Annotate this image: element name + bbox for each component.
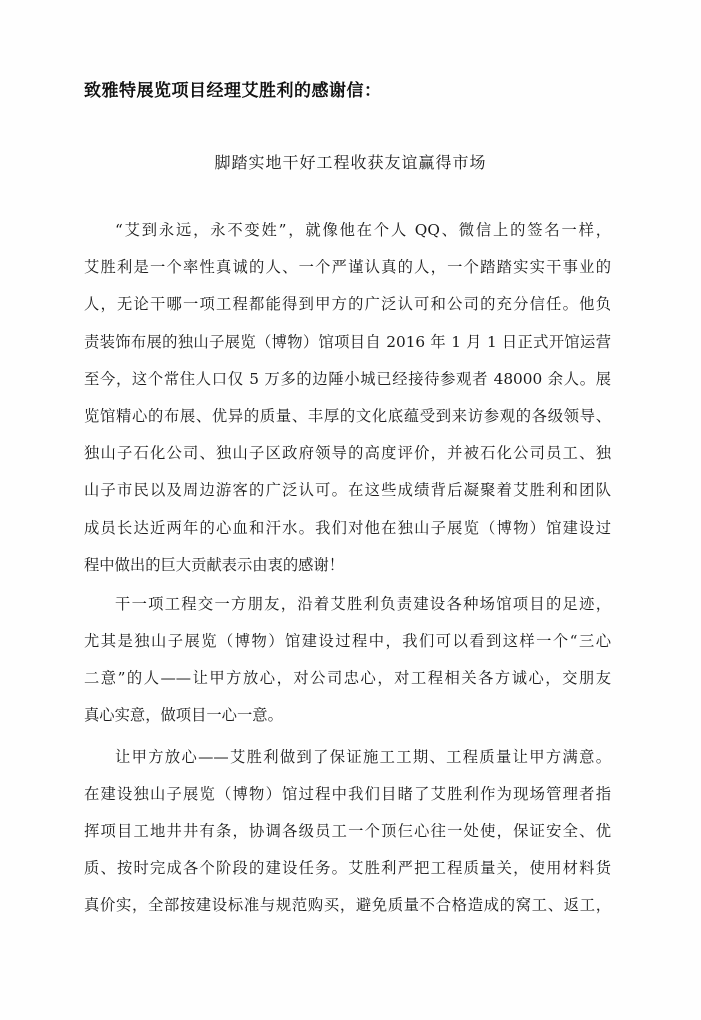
paragraph-line: 真心实意，做项目一心一意。 <box>84 706 283 725</box>
paragraph-line: 程中做出的巨大贡献表示由衷的感谢！ <box>84 555 345 574</box>
paragraph-line: 至今，这个常住人口仅 5 万多的边陲小城已经接待参观者 48000 余人。展 <box>84 369 611 388</box>
paragraph-1 <box>84 212 611 584</box>
letter-subtitle: 脚踏实地干好工程收获友谊赢得市场 <box>214 153 487 172</box>
paragraph-line: 让甲方放心——艾胜利做到了保证施工工期、工程质量让甲方满意。 <box>115 747 611 766</box>
paragraph-line: 览馆精心的布展、优异的质量、丰厚的文化底蕴受到来访参观的各级领导、 <box>84 406 611 425</box>
paragraph-line: 人，无论干哪一项工程都能得到甲方的广泛认可和公司的充分信任。他负 <box>84 295 611 314</box>
paragraph-line: 干一项工程交一方朋友，沿着艾胜利负责建设各种场馆项目的足迹， <box>115 594 611 613</box>
paragraph-line: 真价实，全部按建设标准与规范购买，避免质量不合格造成的窝工、返工， <box>84 896 611 915</box>
paragraph-line: 在建设独山子展览（博物）馆过程中我们目睹了艾胜利作为现场管理者指 <box>84 784 611 803</box>
paragraph-line: 艾胜利是一个率性真诚的人、一个严谨认真的人，一个踏踏实实干事业的 <box>84 258 611 277</box>
letter-heading: 致雅特展览项目经理艾胜利的感谢信： <box>84 81 382 101</box>
paragraph-line: 尤其是独山子展览（博物）馆建设过程中，我们可以看到这样一个“三心 <box>84 632 611 651</box>
paragraph-2 <box>84 586 611 735</box>
paragraph-line: 山子市民以及周边游客的广泛认可。在这些成绩背后凝聚着艾胜利和团队 <box>84 481 611 500</box>
paragraph-line: 挥项目工地井井有条，协调各级员工一个顶仨心往一处使，保证安全、优 <box>84 822 611 840</box>
paragraph-line: 责装饰布展的独山子展览（博物）馆项目自 2016 年 1 月 1 日正式开馆运营 <box>84 332 611 351</box>
paragraph-line: “艾到永远，永不变姓”，就像他在个人 QQ、微信上的签名一样， <box>115 221 611 239</box>
paragraph-line: 独山子石化公司、独山子区政府领导的高度评价，并被石化公司员工、独 <box>84 444 611 463</box>
paragraph-line: 二意”的人——让甲方放心，对公司忠心，对工程相关各方诚心，交朋友 <box>84 669 611 688</box>
letter-body <box>84 212 611 925</box>
paragraph-3 <box>84 739 611 925</box>
paragraph-line: 质、按时完成各个阶段的建设任务。艾胜利严把工程质量关，使用材料货 <box>84 859 611 878</box>
paragraph-line: 成员长达近两年的心血和汗水。我们对他在独山子展览（博物）馆建设过 <box>84 518 611 537</box>
